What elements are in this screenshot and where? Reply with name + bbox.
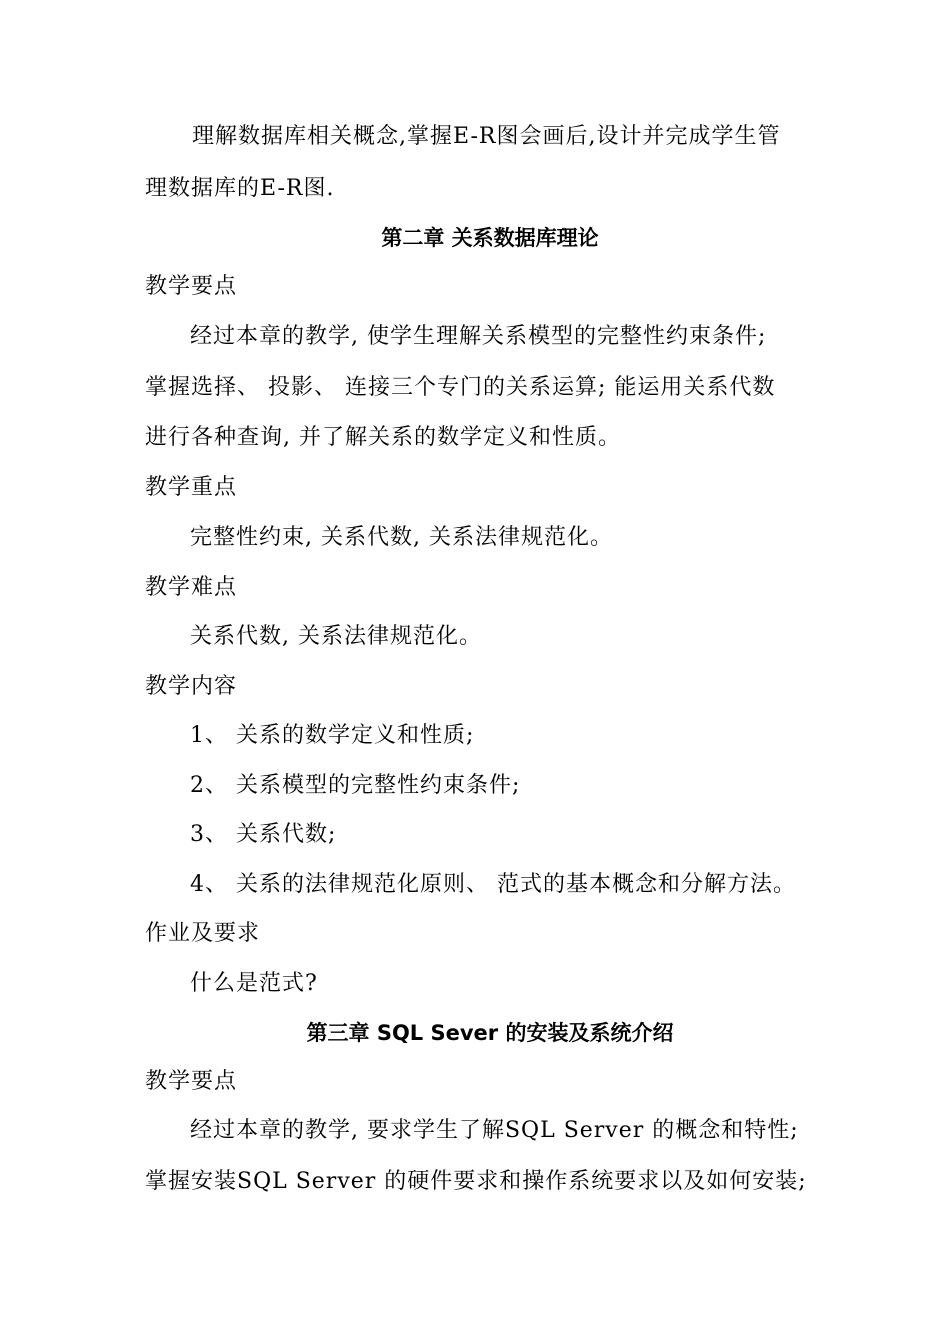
chapter-2-homework-label: 作业及要求 <box>145 921 261 946</box>
chapter-2-difficulty-label: 教学难点 <box>145 575 238 600</box>
intro-line-2: 理数据库的E-R图. <box>145 176 335 201</box>
chapter-2-key-points-line-1: 经过本章的教学, 使学生理解关系模型的完整性约束条件; <box>190 324 767 349</box>
chapter-3-key-points-line-1: 经过本章的教学, 要求学生了解SQL Server 的概念和特性; <box>190 1118 799 1143</box>
chapter-2-content-item-2: 2、 关系模型的完整性约束条件; <box>190 773 521 798</box>
chapter-2-content-item-1: 1、 关系的数学定义和性质; <box>190 723 475 748</box>
chapter-3-key-points-label: 教学要点 <box>145 1069 238 1094</box>
chapter-2-content-item-4: 4、 关系的法律规范化原则、 范式的基本概念和分解方法。 <box>190 872 796 897</box>
chapter-2-key-points-line-3: 进行各种查询, 并了解关系的数学定义和性质。 <box>145 425 621 450</box>
chapter-2-title: 第二章 关系数据库理论 <box>381 226 599 250</box>
chapter-2-difficulty-text: 关系代数, 关系法律规范化。 <box>190 624 482 649</box>
chapter-3-key-points-line-2: 掌握安装SQL Server 的硬件要求和操作系统要求以及如何安装; <box>145 1169 807 1194</box>
chapter-2-content-item-3: 3、 关系代数; <box>190 822 337 847</box>
chapter-2-focus-label: 教学重点 <box>145 475 238 500</box>
chapter-2-content-label: 教学内容 <box>145 674 238 699</box>
chapter-2-homework-text: 什么是范式? <box>190 971 318 996</box>
intro-line-1: 理解数据库相关概念,掌握E-R图会画后,设计并完成学生管 <box>192 124 781 149</box>
chapter-3-title: 第三章 SQL Sever 的安装及系统介绍 <box>306 1021 674 1045</box>
chapter-2-focus-text: 完整性约束, 关系代数, 关系法律规范化。 <box>190 525 613 550</box>
chapter-2-key-points-line-2: 掌握选择、 投影、 连接三个专门的关系运算; 能运用关系代数 <box>145 375 776 400</box>
chapter-2-key-points-label: 教学要点 <box>145 274 238 299</box>
